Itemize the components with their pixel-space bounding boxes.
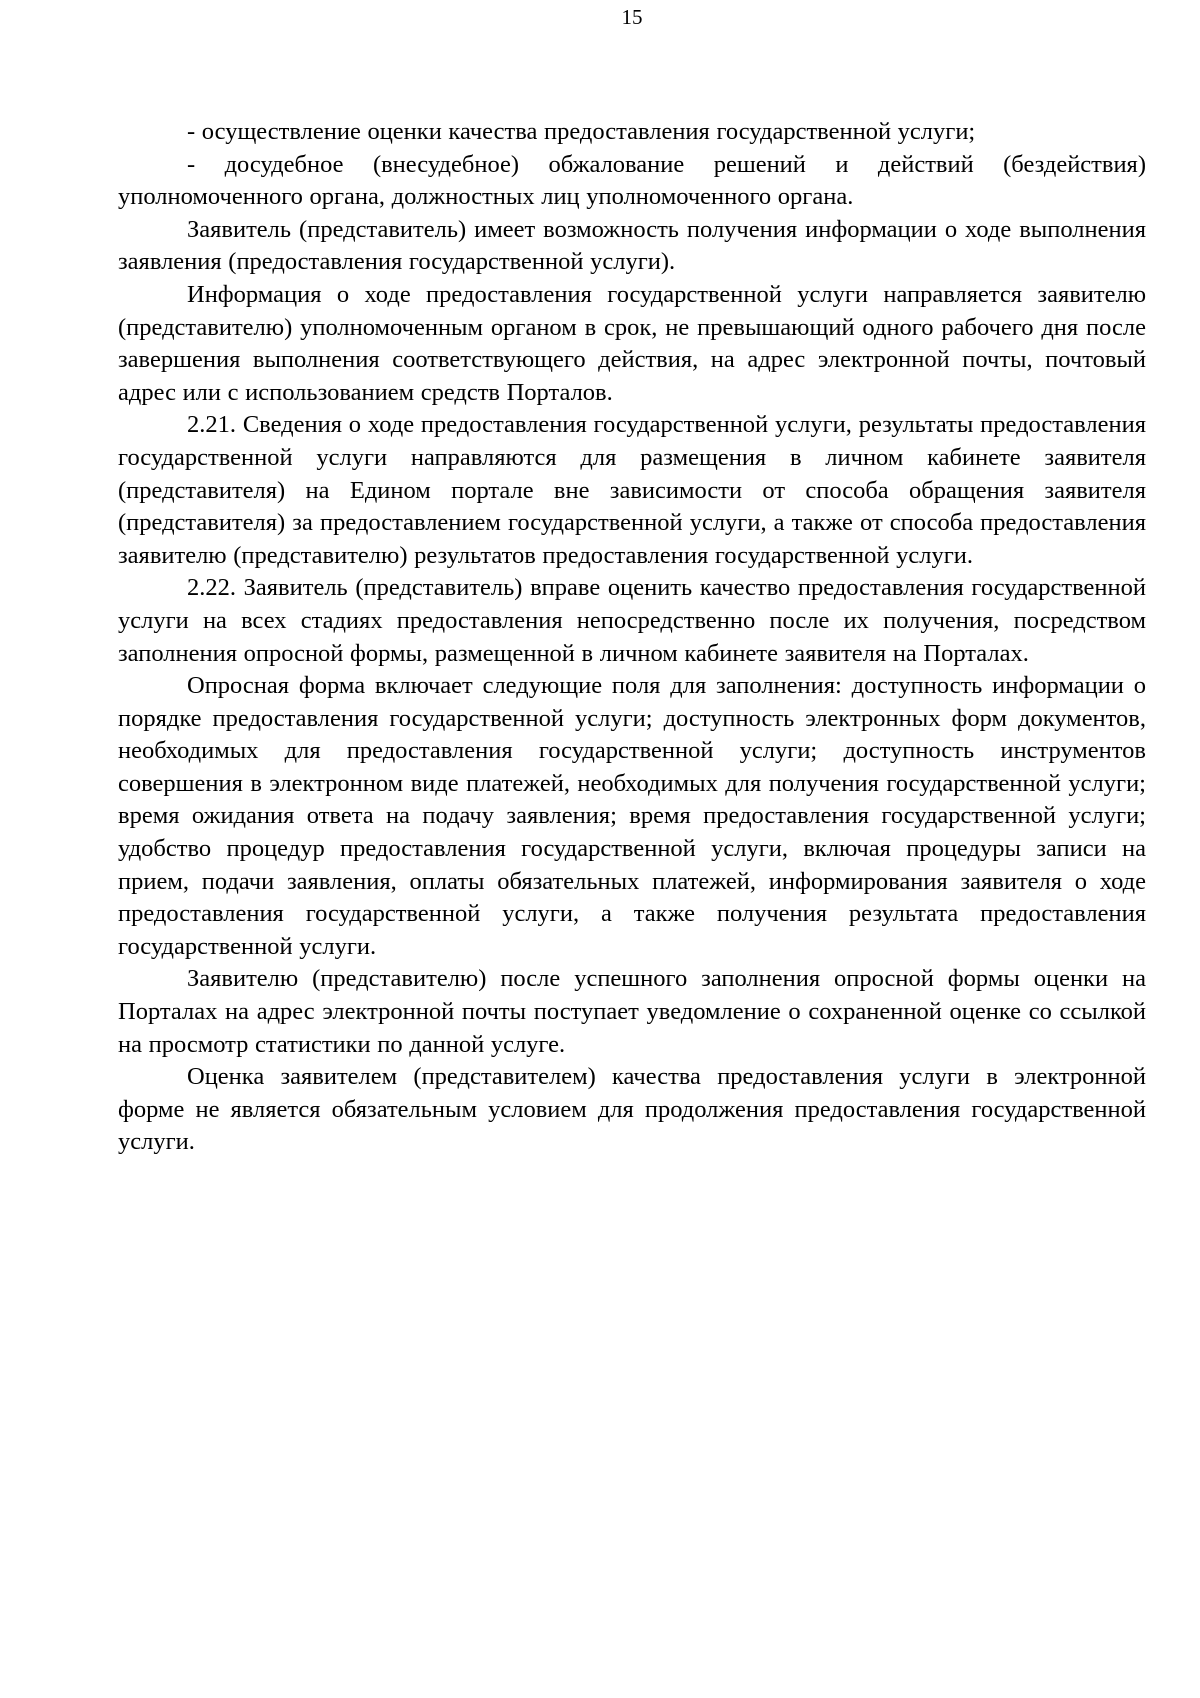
page-number: 15	[621, 5, 643, 29]
document-body	[118, 116, 1146, 1159]
paragraph-section-2-21: 2.21. Сведения о ходе предоставления государственной услуги, результаты предоставления государственной услуги направляются для размещения в личном кабинете заявителя (представителя) на Едином портале вне зависимости от способа обращения заявителя (представителя) за предоставлением государственной услуги, а также от способа предоставления заявителю (представителю) результатов предоставления государственной услуги.	[118, 411, 1146, 569]
paragraph-survey-form: Опросная форма включает следующие поля для заполнения: доступность информации о порядке предоставления государственной услуги; доступность электронных форм документов, необходимых для предоставления государственной услуги; доступность инструментов совершения в электронном виде платежей, необходимых для получения государственной услуги; время ожидания ответа на подачу заявления; время предоставления государственной услуги; удобство процедур предоставления государственной услуги, включая процедуры записи на прием, подачи заявления, оплаты обязательных платежей, информирования заявителя о ходе предоставления государственной услуги, а также получения результата предоставления государственной услуги.	[118, 672, 1146, 960]
paragraph-progress-info: Информация о ходе предоставления государственной услуги направляется заявителю (представителю) уполномоченным органом в срок, не превышающий одного рабочего дня после завершения выполнения соответствующего действия, на адрес электронной почты, почтовый адрес или с использованием средств Порталов.	[118, 280, 1146, 406]
paragraph-applicant-info: Заявитель (представитель) имеет возможность получения информации о ходе выполнения заявления (предоставления государственной услуги).	[118, 215, 1146, 276]
paragraph-notification: Заявителю (представителю) после успешного заполнения опросной формы оценки на Порталах на адрес электронной почты поступает уведомление о сохраненной оценке со ссылкой на просмотр статистики по данной услуге.	[118, 965, 1146, 1058]
paragraph-section-2-22: 2.22. Заявитель (представитель) вправе оценить качество предоставления государственной услуги на всех стадиях предоставления непосредственно после их получения, посредством заполнения опросной формы, размещенной в личном кабинете заявителя на Порталах.	[118, 574, 1146, 667]
paragraph-optional-rating: Оценка заявителем (представителем) качества предоставления услуги в электронной форме не является обязательным условием для продолжения предоставления государственной услуги.	[118, 1063, 1146, 1156]
paragraph-quality-assessment: - осуществление оценки качества предоставления государственной услуги;	[187, 118, 976, 145]
paragraph-pretrial-appeal: - досудебное (внесудебное) обжалование решений и действий (бездействия) уполномоченного органа, должностных лиц уполномоченного органа.	[118, 150, 1146, 211]
